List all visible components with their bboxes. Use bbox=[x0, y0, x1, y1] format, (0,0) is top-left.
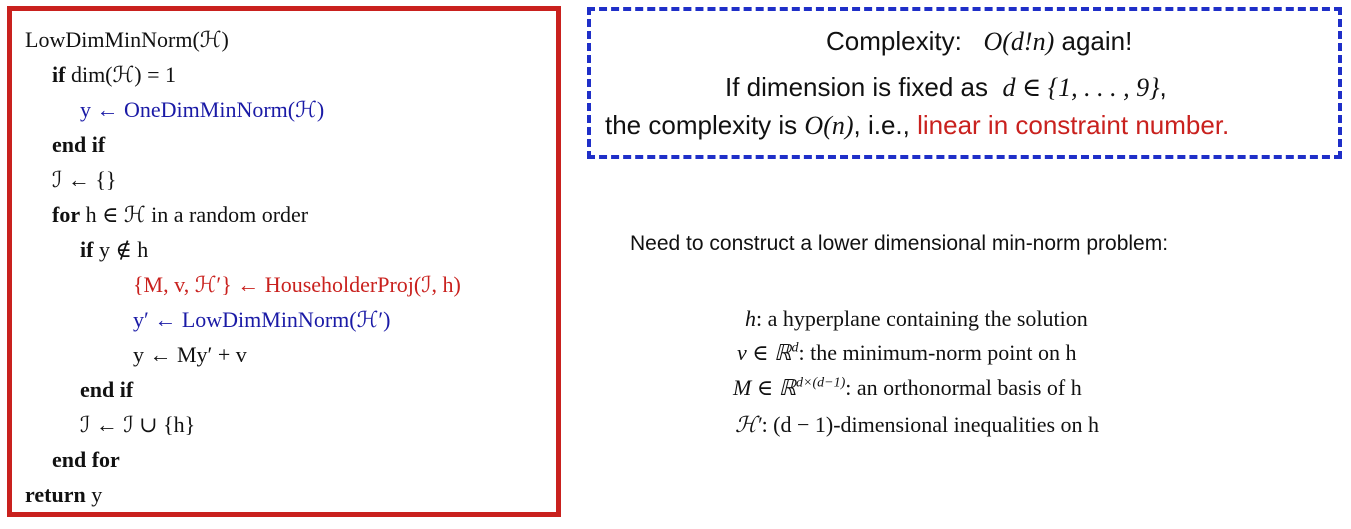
algo-line-end-if-1: end if bbox=[52, 132, 106, 157]
definition-h-prime: ℋ′: (d − 1)-dimensional inequalities on h bbox=[735, 412, 1100, 437]
algo-line-end-if-2: end if bbox=[80, 377, 134, 402]
algo-line-if-dim: if dim(ℋ) = 1 bbox=[52, 62, 176, 87]
algo-line-if-notin: if y ∉ h bbox=[80, 237, 149, 262]
algo-line-end-for: end for bbox=[52, 447, 120, 472]
algo-line-union: ℐ ← ℐ ∪ {h} bbox=[80, 412, 196, 437]
algo-line-lift: y ← My′ + v bbox=[133, 342, 247, 367]
algo-line-return: return y bbox=[25, 482, 103, 507]
definition-m: M ∈ ℝ$^{d\times(d-1)}$: an orthonormal basis of h bbox=[733, 375, 1082, 400]
complexity-line-3: the complexity is O(n), i.e., linear in constraint number. bbox=[605, 110, 1230, 140]
complexity-line-2: If dimension is fixed as d ∈ {1, . . . , 9}, bbox=[725, 72, 1167, 102]
algo-line-header: LowDimMinNorm(ℋ) bbox=[25, 27, 229, 52]
algo-line-householder: {M, v, ℋ′} ← HouseholderProj(ℐ, h) bbox=[133, 272, 461, 297]
algo-line-onedim: y ← OneDimMinNorm(ℋ) bbox=[80, 97, 325, 122]
algo-line-for: for h ∈ ℋ in a random order bbox=[52, 202, 309, 227]
algo-line-init-set: ℐ ← {} bbox=[52, 167, 117, 192]
definition-h: h: a hyperplane containing the solution bbox=[745, 306, 1088, 331]
construct-note: Need to construct a lower dimensional min-norm problem: bbox=[630, 232, 1169, 255]
algo-line-recurse: y′ ← LowDimMinNorm(ℋ′) bbox=[133, 307, 391, 332]
definition-v: v ∈ ℝ$^d$: the minimum-norm point on h bbox=[737, 340, 1077, 365]
complexity-line-1: Complexity: O(d!n) again! bbox=[826, 26, 1133, 56]
